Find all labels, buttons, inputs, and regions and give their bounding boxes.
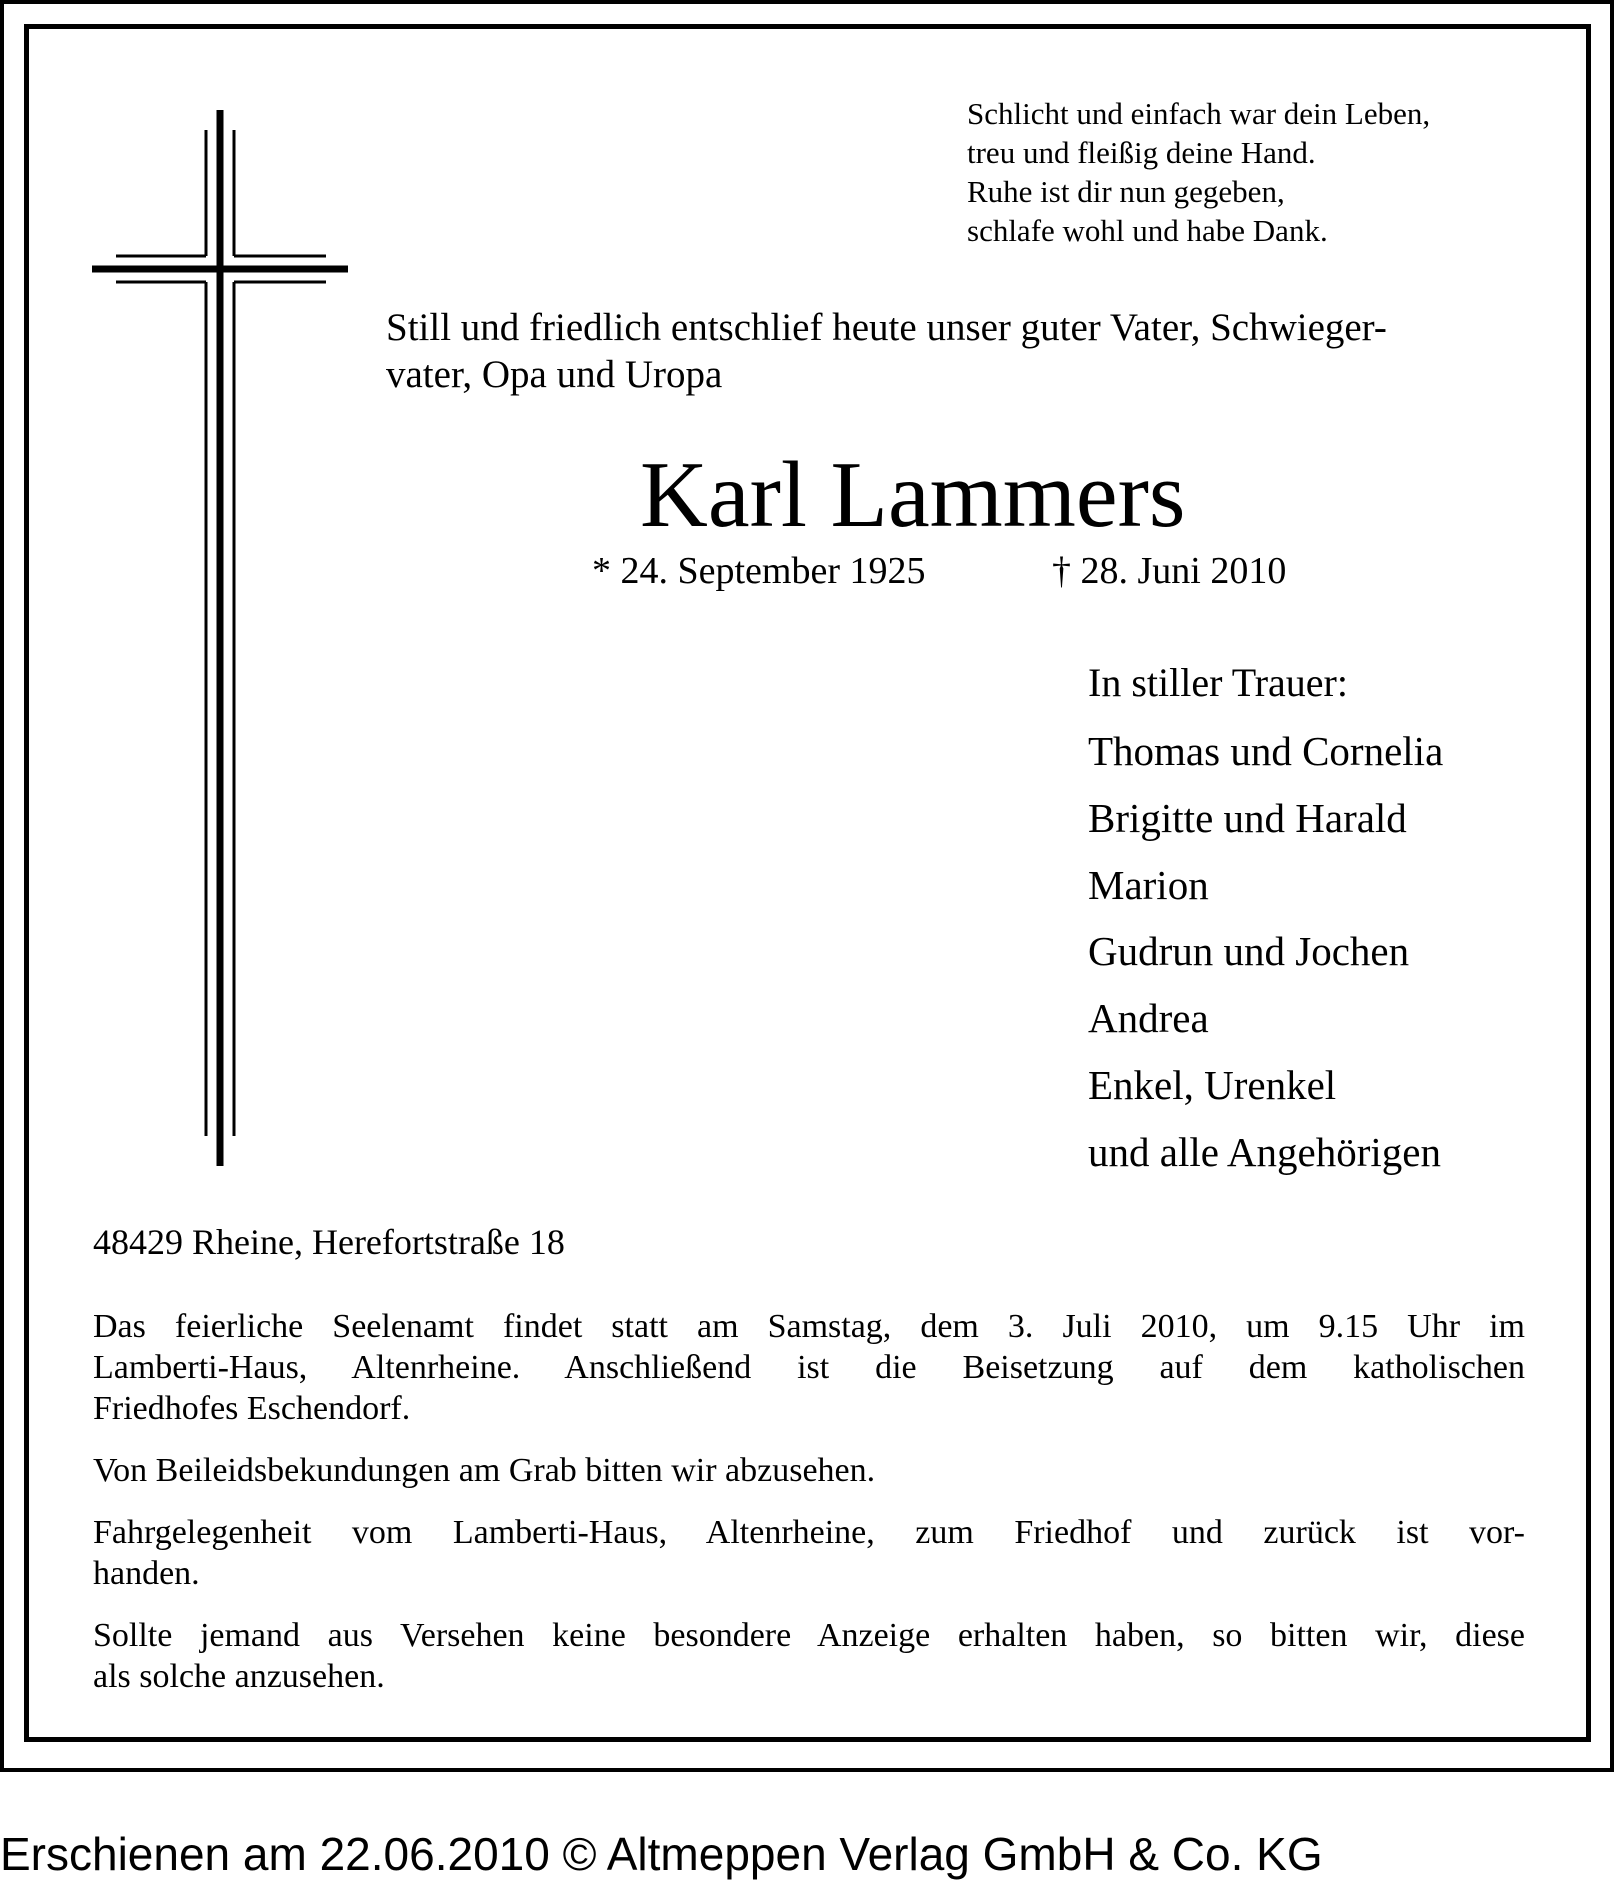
cross-icon [90, 108, 350, 1168]
mourner-name: Thomas und Cornelia [1088, 728, 1444, 774]
mourners-heading: In stiller Trauer: [1088, 660, 1348, 705]
paragraph-notice [93, 1615, 1525, 1697]
paragraph-condolences [93, 1450, 1525, 1491]
mourners-list [1088, 658, 1568, 1186]
birth-date: * 24. September 1925 [592, 550, 926, 592]
poem [967, 94, 1587, 250]
paragraph-line: als solche anzusehen. [93, 1658, 385, 1695]
mourner-name: Brigitte und Harald [1088, 794, 1407, 841]
death-date: † 28. Juni 2010 [1052, 550, 1287, 592]
mourner-name: Enkel, Urenkel [1088, 1061, 1337, 1108]
mourner-name: und alle Angehörigen [1088, 1128, 1441, 1175]
mourner-name: Andrea [1088, 995, 1209, 1042]
paragraph-line: handen. [93, 1555, 200, 1592]
poem-line: Schlicht und einfach war dein Leben, [967, 96, 1431, 131]
mourner-name: Marion [1088, 861, 1209, 908]
paragraph-line: Friedhofes Eschendorf. [93, 1390, 411, 1427]
poem-line: treu und fleißig deine Hand. [967, 135, 1316, 170]
paragraph-line: Sollte jemand aus Versehen keine besondere Anzeige erhalten haben, so bitten wir, diese [93, 1617, 1525, 1654]
paragraph-line: Von Beileidsbekundungen am Grab bitten wir abzusehen. [93, 1452, 876, 1489]
paragraph-line: Lamberti-Haus, Altenrheine. Anschließend ist die Beisetzung auf dem katholischen [93, 1349, 1525, 1386]
address: 48429 Rheine, Herefortstraße 18 [93, 1222, 565, 1262]
publication-footer: Erschienen am 22.06.2010 © Altmeppen Verlag GmbH & Co. KG [0, 1828, 1323, 1880]
paragraph-line: Das feierliche Seelenamt findet statt am Samstag, dem 3. Juli 2010, um 9.15 Uhr im [93, 1308, 1525, 1345]
mourner-name: Gudrun und Jochen [1088, 928, 1410, 975]
paragraph-service [93, 1306, 1525, 1429]
intro-text [386, 304, 1526, 398]
paragraph-transport [93, 1512, 1525, 1594]
notice-body [93, 1306, 1525, 1718]
paragraph-line: Fahrgelegenheit vom Lamberti-Haus, Altenrheine, zum Friedhof und zurück ist vor- [93, 1514, 1525, 1551]
poem-line: Ruhe ist dir nun gegeben, [967, 174, 1285, 209]
intro-line: vater, Opa und Uropa [386, 353, 723, 396]
intro-line: Still und friedlich entschlief heute unser guter Vater, Schwieger- [386, 306, 1387, 349]
poem-line: schlafe wohl und habe Dank. [967, 213, 1328, 248]
deceased-name: Karl Lammers [640, 443, 1186, 547]
